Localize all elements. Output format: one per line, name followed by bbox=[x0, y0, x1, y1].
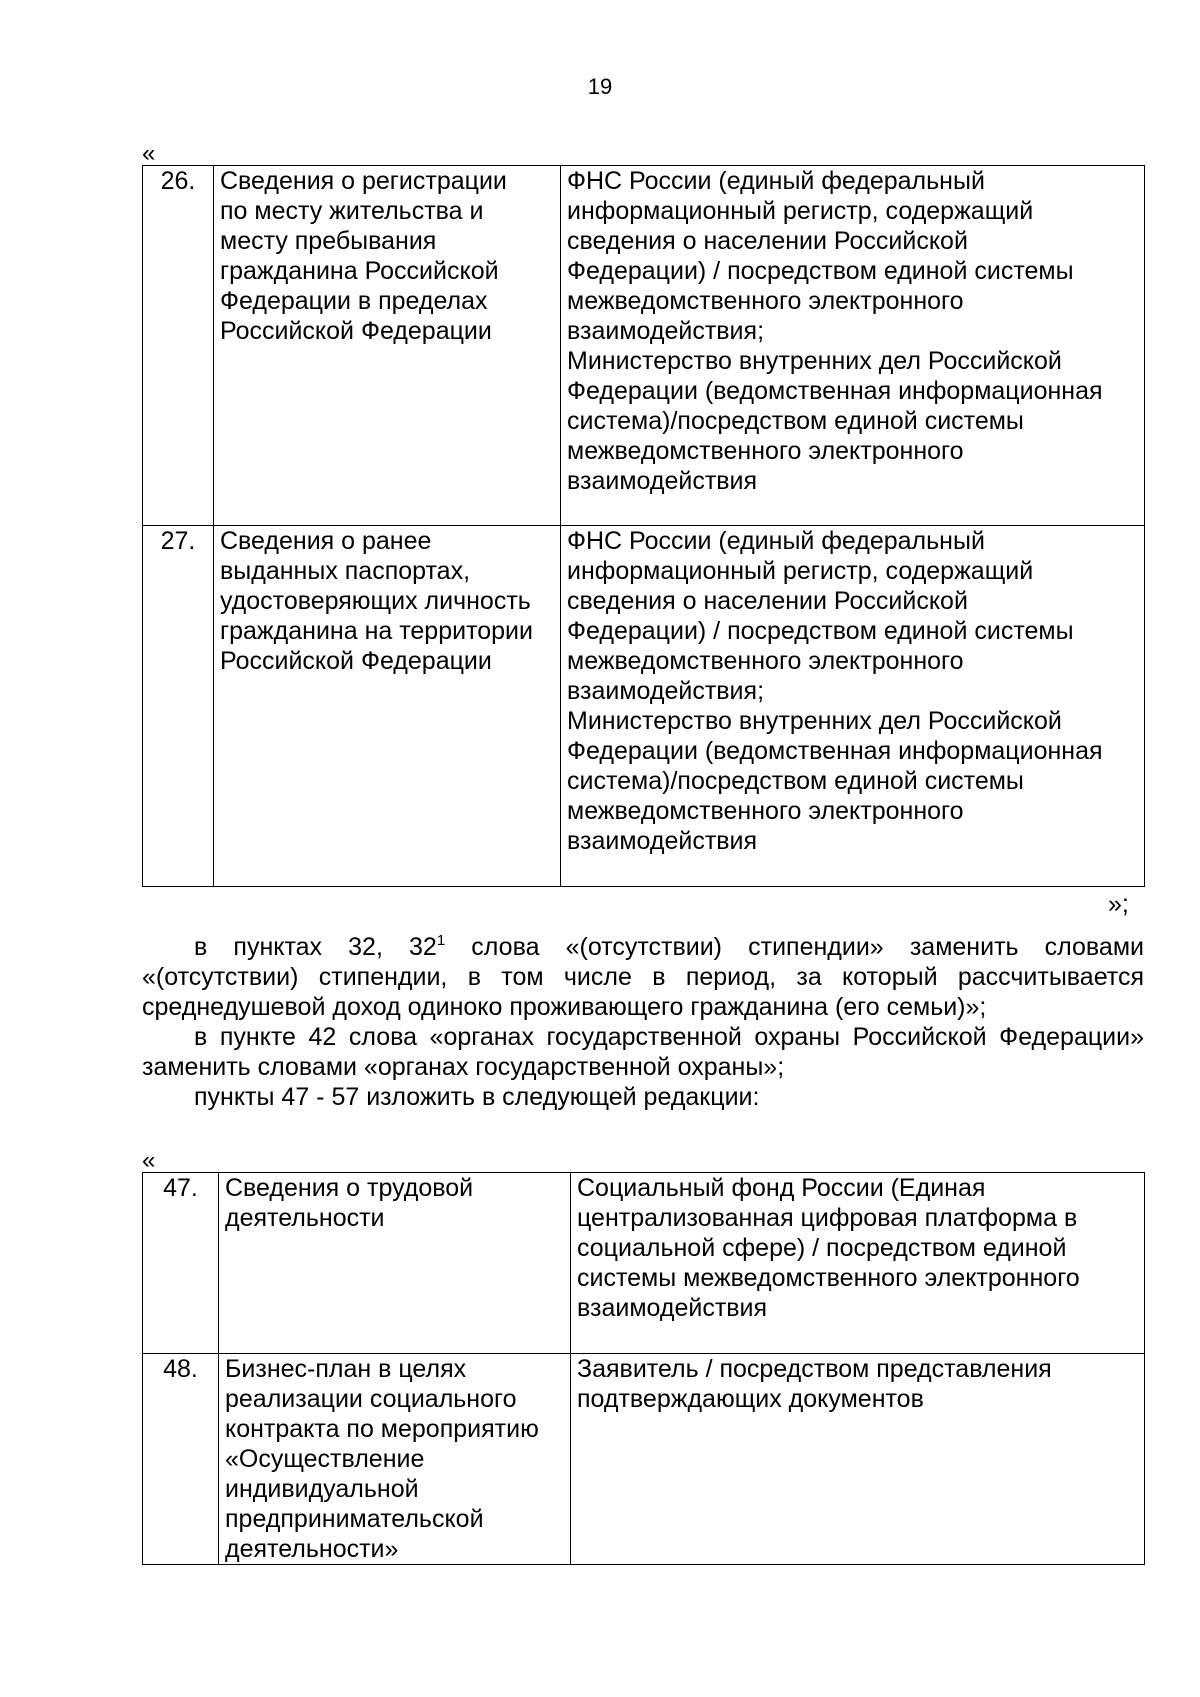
row-number: 47. bbox=[143, 1173, 219, 1354]
page-number: 19 bbox=[587, 74, 613, 99]
info-source-cell: Заявитель / посредством представления подтверждающих документов bbox=[571, 1354, 1145, 1565]
paragraph-new-edition: пункты 47 - 57 изложить в следующей редакции: bbox=[194, 1083, 760, 1111]
info-name-cell: Сведения о трудовой деятельности bbox=[219, 1173, 571, 1354]
info-name-cell: Бизнес-план в целях реализации социального контракта по мероприятию «Осуществление индивидуальной предпринимательской деятельности» bbox=[219, 1354, 571, 1565]
table-row bbox=[143, 1173, 1145, 1354]
closing-quote-mark: »; bbox=[1108, 890, 1129, 918]
table-row bbox=[143, 526, 1145, 887]
opening-quote-mark: « bbox=[142, 1147, 156, 1174]
row-number: 48. bbox=[143, 1354, 219, 1565]
info-source-cell: ФНС России (единый федеральный информационный регистр, содержащий сведения о населении Российской Федерации) / посредством единой системы межведомственного электронного взаимодействия; Министерство внутренних дел Российской Федерации (ведомственная информационная система)/посредством единой системы межведомственного электронного взаимодействия bbox=[561, 166, 1145, 526]
row-number: 26. bbox=[143, 166, 214, 526]
table-row bbox=[143, 1354, 1145, 1565]
info-name-cell: Сведения о регистрации по месту жительства и месту пребывания гражданина Российской Федерации в пределах Российской Федерации bbox=[214, 166, 561, 526]
table-items-26-27 bbox=[142, 165, 1145, 887]
row-number: 27. bbox=[143, 526, 214, 887]
amendment-text bbox=[142, 932, 1144, 1112]
info-source-cell: Социальный фонд России (Единая централизованная цифровая платформа в социальной сфере) / посредством единой системы межведомственного электронного взаимодействия bbox=[571, 1173, 1145, 1354]
paragraph-state-guard: в пункте 42 слова «органах государственной охраны Российской Федерации» заменить словами «органах государственной охраны»; bbox=[142, 1023, 1144, 1081]
info-name-cell: Сведения о ранее выданных паспортах, удостоверяющих личность гражданина на территории Российской Федерации bbox=[214, 526, 561, 887]
superscript-index: 1 bbox=[436, 932, 446, 949]
opening-quote-mark: « bbox=[142, 140, 156, 167]
info-source-cell: ФНС России (единый федеральный информационный регистр, содержащий сведения о населении Российской Федерации) / посредством единой системы межведомственного электронного взаимодействия; Министерство внутренних дел Российской Федерации (ведомственная информационная система)/посредством единой системы межведомственного электронного взаимодействия bbox=[561, 526, 1145, 887]
table-items-47-48 bbox=[142, 1172, 1145, 1565]
table-row bbox=[143, 166, 1145, 526]
paragraph-scholarship: в пунктах 32, $32^1$ слова «(отсутствии) стипендии» заменить словами «(отсутствии) стипендии, в том числе в период, за который рассчитывается среднедушевой доход одиноко проживающего гражданина (его семьи)»; bbox=[142, 932, 1144, 1021]
